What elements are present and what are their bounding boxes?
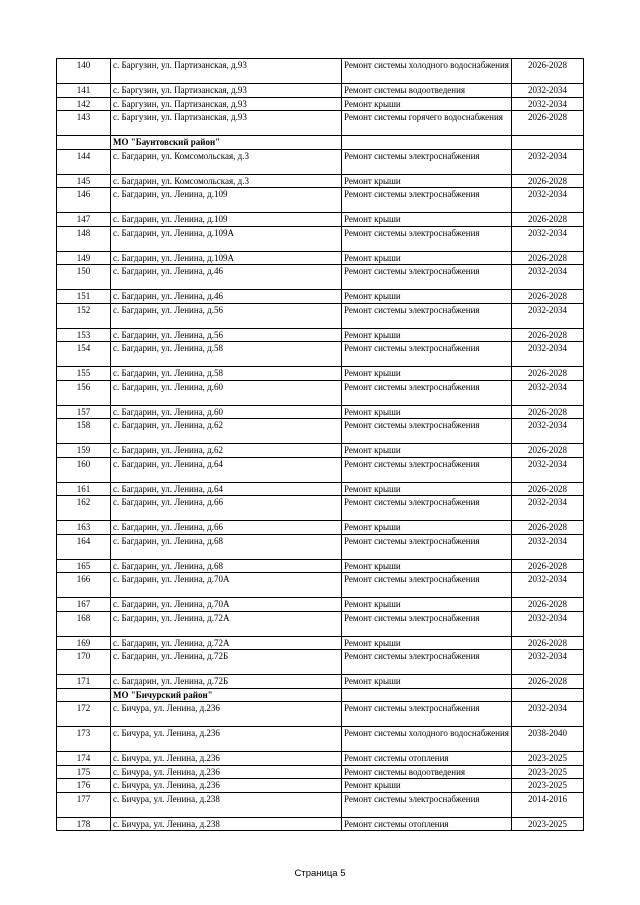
- row-number: 154: [57, 342, 111, 367]
- row-number: 142: [57, 97, 111, 111]
- row-number: 165: [57, 559, 111, 573]
- table-row: [57, 650, 584, 675]
- row-period: 2026-2028: [512, 598, 584, 612]
- row-number: 151: [57, 290, 111, 304]
- row-period: 2023-2025: [512, 752, 584, 766]
- row-work-type: Ремонт крыши: [342, 97, 512, 111]
- row-period: 2026-2028: [512, 59, 584, 84]
- row-period: 2032-2034: [512, 457, 584, 482]
- row-period: 2026-2028: [512, 559, 584, 573]
- row-address: с. Багдарин, ул. Ленина, д.68: [111, 534, 342, 559]
- row-number: 155: [57, 367, 111, 381]
- row-work-type: Ремонт системы электроснабжения: [342, 265, 512, 290]
- table-row: [57, 342, 584, 367]
- row-address: с. Багдарин, ул. Ленина, д.109А: [111, 251, 342, 265]
- table-row: [57, 598, 584, 612]
- row-number: 159: [57, 444, 111, 458]
- row-period: 2026-2028: [512, 111, 584, 136]
- row-address: с. Багдарин, ул. Ленина, д.66: [111, 496, 342, 521]
- row-number: 149: [57, 251, 111, 265]
- row-address: с. Бичура, ул. Ленина, д.236: [111, 727, 342, 752]
- row-number: 178: [57, 817, 111, 831]
- row-work-type: Ремонт крыши: [342, 521, 512, 535]
- table-row: [57, 636, 584, 650]
- row-work-type: Ремонт крыши: [342, 559, 512, 573]
- row-address: с. Бичура, ул. Ленина, д.236: [111, 752, 342, 766]
- table-row: [57, 611, 584, 636]
- row-period: 2032-2034: [512, 573, 584, 598]
- row-period: 2026-2028: [512, 251, 584, 265]
- row-period: 2032-2034: [512, 303, 584, 328]
- table-row: [57, 444, 584, 458]
- row-period: 2026-2028: [512, 174, 584, 188]
- row-address: с. Багдарин, ул. Комсомольская, д.3: [111, 174, 342, 188]
- table-row: [57, 675, 584, 689]
- row-work-type: Ремонт системы электроснабжения: [342, 792, 512, 817]
- section-title: МО "Бичурский район": [111, 688, 342, 702]
- table-row: [57, 496, 584, 521]
- row-work-type: Ремонт системы электроснабжения: [342, 303, 512, 328]
- row-work-type: Ремонт системы электроснабжения: [342, 342, 512, 367]
- row-address: с. Багдарин, ул. Ленина, д.64: [111, 482, 342, 496]
- row-number: 171: [57, 675, 111, 689]
- row-address: с. Багдарин, ул. Ленина, д.60: [111, 405, 342, 419]
- row-work-type: Ремонт крыши: [342, 636, 512, 650]
- row-number: 174: [57, 752, 111, 766]
- table-row: [57, 521, 584, 535]
- row-period: 2026-2028: [512, 367, 584, 381]
- row-address: с. Багдарин, ул. Ленина, д.70А: [111, 573, 342, 598]
- row-work-type: Ремонт системы электроснабжения: [342, 149, 512, 174]
- row-period: 2032-2034: [512, 496, 584, 521]
- row-period: 2032-2034: [512, 611, 584, 636]
- row-address: с. Багдарин, ул. Ленина, д.62: [111, 444, 342, 458]
- row-number: 147: [57, 213, 111, 227]
- section-empty-cell: [512, 688, 584, 702]
- row-number: 141: [57, 84, 111, 98]
- row-number: 156: [57, 380, 111, 405]
- row-address: с. Багдарин, ул. Ленина, д.58: [111, 367, 342, 381]
- row-period: 2032-2034: [512, 149, 584, 174]
- row-number: 173: [57, 727, 111, 752]
- works-table-body: [57, 59, 584, 831]
- table-row: [57, 779, 584, 793]
- row-address: с. Багдарин, ул. Ленина, д.66: [111, 521, 342, 535]
- row-address: с. Багдарин, ул. Ленина, д.58: [111, 342, 342, 367]
- row-work-type: Ремонт системы холодного водоснабжения: [342, 59, 512, 84]
- row-number: 175: [57, 765, 111, 779]
- row-address: с. Бичура, ул. Ленина, д.238: [111, 817, 342, 831]
- row-period: 2032-2034: [512, 419, 584, 444]
- row-work-type: Ремонт крыши: [342, 405, 512, 419]
- table-row: [57, 367, 584, 381]
- row-address: с. Баргузин, ул. Партизанская, д.93: [111, 59, 342, 84]
- row-address: с. Бичура, ул. Ленина, д.236: [111, 765, 342, 779]
- row-number: 164: [57, 534, 111, 559]
- row-address: с. Багдарин, ул. Ленина, д.64: [111, 457, 342, 482]
- row-address: с. Багдарин, ул. Ленина, д.72Б: [111, 675, 342, 689]
- row-number: 143: [57, 111, 111, 136]
- row-number: 148: [57, 226, 111, 251]
- row-work-type: Ремонт крыши: [342, 482, 512, 496]
- row-number: 150: [57, 265, 111, 290]
- row-work-type: Ремонт крыши: [342, 444, 512, 458]
- table-row: [57, 792, 584, 817]
- table-row: [57, 559, 584, 573]
- row-address: с. Багдарин, ул. Ленина, д.62: [111, 419, 342, 444]
- row-work-type: Ремонт крыши: [342, 328, 512, 342]
- row-period: 2032-2034: [512, 188, 584, 213]
- row-address: с. Багдарин, ул. Ленина, д.72А: [111, 636, 342, 650]
- row-period: 2032-2034: [512, 97, 584, 111]
- row-number: 146: [57, 188, 111, 213]
- section-empty-cell: [342, 136, 512, 150]
- table-row: [57, 226, 584, 251]
- table-row: [57, 290, 584, 304]
- table-row: [57, 380, 584, 405]
- row-period: 2023-2025: [512, 779, 584, 793]
- row-number: 158: [57, 419, 111, 444]
- row-number: 140: [57, 59, 111, 84]
- table-row: [57, 265, 584, 290]
- row-address: с. Баргузин, ул. Партизанская, д.93: [111, 84, 342, 98]
- row-number: 177: [57, 792, 111, 817]
- row-period: 2038-2040: [512, 727, 584, 752]
- table-row: [57, 97, 584, 111]
- row-address: с. Багдарин, ул. Ленина, д.109: [111, 188, 342, 213]
- row-period: 2026-2028: [512, 290, 584, 304]
- table-row: [57, 573, 584, 598]
- row-number: 176: [57, 779, 111, 793]
- row-address: с. Багдарин, ул. Ленина, д.70А: [111, 598, 342, 612]
- table-row: [57, 174, 584, 188]
- row-period: 2032-2034: [512, 265, 584, 290]
- section-title: МО "Баунтовский район": [111, 136, 342, 150]
- section-num-cell: [57, 136, 111, 150]
- row-period: 2032-2034: [512, 226, 584, 251]
- row-address: с. Багдарин, ул. Ленина, д.60: [111, 380, 342, 405]
- row-work-type: Ремонт системы водоотведения: [342, 84, 512, 98]
- table-row: [57, 534, 584, 559]
- table-row: [57, 419, 584, 444]
- row-period: 2026-2028: [512, 444, 584, 458]
- table-row: [57, 702, 584, 727]
- row-work-type: Ремонт системы электроснабжения: [342, 702, 512, 727]
- row-number: 160: [57, 457, 111, 482]
- table-row: [57, 482, 584, 496]
- table-row: [57, 303, 584, 328]
- row-period: 2026-2028: [512, 636, 584, 650]
- row-address: с. Багдарин, ул. Ленина, д.56: [111, 328, 342, 342]
- row-period: 2026-2028: [512, 405, 584, 419]
- row-work-type: Ремонт системы электроснабжения: [342, 457, 512, 482]
- row-address: с. Баргузин, ул. Партизанская, д.93: [111, 111, 342, 136]
- row-number: 144: [57, 149, 111, 174]
- row-number: 166: [57, 573, 111, 598]
- row-work-type: Ремонт системы водоотведения: [342, 765, 512, 779]
- row-number: 169: [57, 636, 111, 650]
- row-number: 167: [57, 598, 111, 612]
- row-period: 2014-2016: [512, 792, 584, 817]
- table-row: [57, 457, 584, 482]
- table-row: [57, 111, 584, 136]
- section-row: [57, 136, 584, 150]
- row-work-type: Ремонт крыши: [342, 367, 512, 381]
- row-address: с. Бичура, ул. Ленина, д.238: [111, 792, 342, 817]
- section-row: [57, 688, 584, 702]
- table-row: [57, 188, 584, 213]
- row-period: 2026-2028: [512, 482, 584, 496]
- table-row: [57, 149, 584, 174]
- table-row: [57, 84, 584, 98]
- table-row: [57, 752, 584, 766]
- row-address: с. Баргузин, ул. Партизанская, д.93: [111, 97, 342, 111]
- row-number: 153: [57, 328, 111, 342]
- row-period: 2032-2034: [512, 650, 584, 675]
- row-number: 157: [57, 405, 111, 419]
- row-work-type: Ремонт системы электроснабжения: [342, 611, 512, 636]
- row-number: 161: [57, 482, 111, 496]
- row-work-type: Ремонт системы электроснабжения: [342, 573, 512, 598]
- row-period: 2032-2034: [512, 534, 584, 559]
- row-period: 2026-2028: [512, 521, 584, 535]
- row-work-type: Ремонт системы электроснабжения: [342, 534, 512, 559]
- row-work-type: Ремонт системы горячего водоснабжения: [342, 111, 512, 136]
- row-period: 2023-2025: [512, 765, 584, 779]
- row-address: с. Багдарин, ул. Комсомольская, д.3: [111, 149, 342, 174]
- row-work-type: Ремонт системы электроснабжения: [342, 188, 512, 213]
- row-period: 2032-2034: [512, 84, 584, 98]
- section-empty-cell: [342, 688, 512, 702]
- row-work-type: Ремонт крыши: [342, 213, 512, 227]
- row-address: с. Багдарин, ул. Ленина, д.109: [111, 213, 342, 227]
- row-work-type: Ремонт системы электроснабжения: [342, 226, 512, 251]
- row-work-type: Ремонт системы электроснабжения: [342, 650, 512, 675]
- table-row: [57, 213, 584, 227]
- row-work-type: Ремонт крыши: [342, 675, 512, 689]
- row-work-type: Ремонт крыши: [342, 598, 512, 612]
- row-period: 2032-2034: [512, 342, 584, 367]
- row-work-type: Ремонт крыши: [342, 779, 512, 793]
- row-number: 170: [57, 650, 111, 675]
- row-address: с. Багдарин, ул. Ленина, д.68: [111, 559, 342, 573]
- row-work-type: Ремонт системы электроснабжения: [342, 380, 512, 405]
- table-row: [57, 765, 584, 779]
- row-work-type: Ремонт системы холодного водоснабжения: [342, 727, 512, 752]
- row-period: 2026-2028: [512, 675, 584, 689]
- row-period: 2026-2028: [512, 213, 584, 227]
- row-number: 163: [57, 521, 111, 535]
- row-address: с. Багдарин, ул. Ленина, д.72А: [111, 611, 342, 636]
- row-address: с. Багдарин, ул. Ленина, д.46: [111, 265, 342, 290]
- row-address: с. Бичура, ул. Ленина, д.236: [111, 702, 342, 727]
- table-row: [57, 59, 584, 84]
- row-number: 168: [57, 611, 111, 636]
- row-period: 2032-2034: [512, 702, 584, 727]
- row-period: 2032-2034: [512, 380, 584, 405]
- table-row: [57, 328, 584, 342]
- row-address: с. Бичура, ул. Ленина, д.236: [111, 779, 342, 793]
- table-row: [57, 251, 584, 265]
- row-work-type: Ремонт крыши: [342, 174, 512, 188]
- row-period: 2026-2028: [512, 328, 584, 342]
- table-row: [57, 817, 584, 831]
- row-work-type: Ремонт системы электроснабжения: [342, 419, 512, 444]
- works-table: [56, 58, 584, 831]
- row-work-type: Ремонт крыши: [342, 251, 512, 265]
- row-address: с. Багдарин, ул. Ленина, д.109А: [111, 226, 342, 251]
- row-period: 2023-2025: [512, 817, 584, 831]
- section-empty-cell: [512, 136, 584, 150]
- row-address: с. Багдарин, ул. Ленина, д.56: [111, 303, 342, 328]
- row-work-type: Ремонт системы отопления: [342, 817, 512, 831]
- row-address: с. Багдарин, ул. Ленина, д.46: [111, 290, 342, 304]
- table-row: [57, 405, 584, 419]
- row-number: 172: [57, 702, 111, 727]
- table-row: [57, 727, 584, 752]
- row-address: с. Багдарин, ул. Ленина, д.72Б: [111, 650, 342, 675]
- row-work-type: Ремонт системы электроснабжения: [342, 496, 512, 521]
- row-number: 152: [57, 303, 111, 328]
- section-num-cell: [57, 688, 111, 702]
- page-footer: Страница 5: [294, 868, 346, 879]
- row-number: 162: [57, 496, 111, 521]
- row-number: 145: [57, 174, 111, 188]
- row-work-type: Ремонт крыши: [342, 290, 512, 304]
- row-work-type: Ремонт системы отопления: [342, 752, 512, 766]
